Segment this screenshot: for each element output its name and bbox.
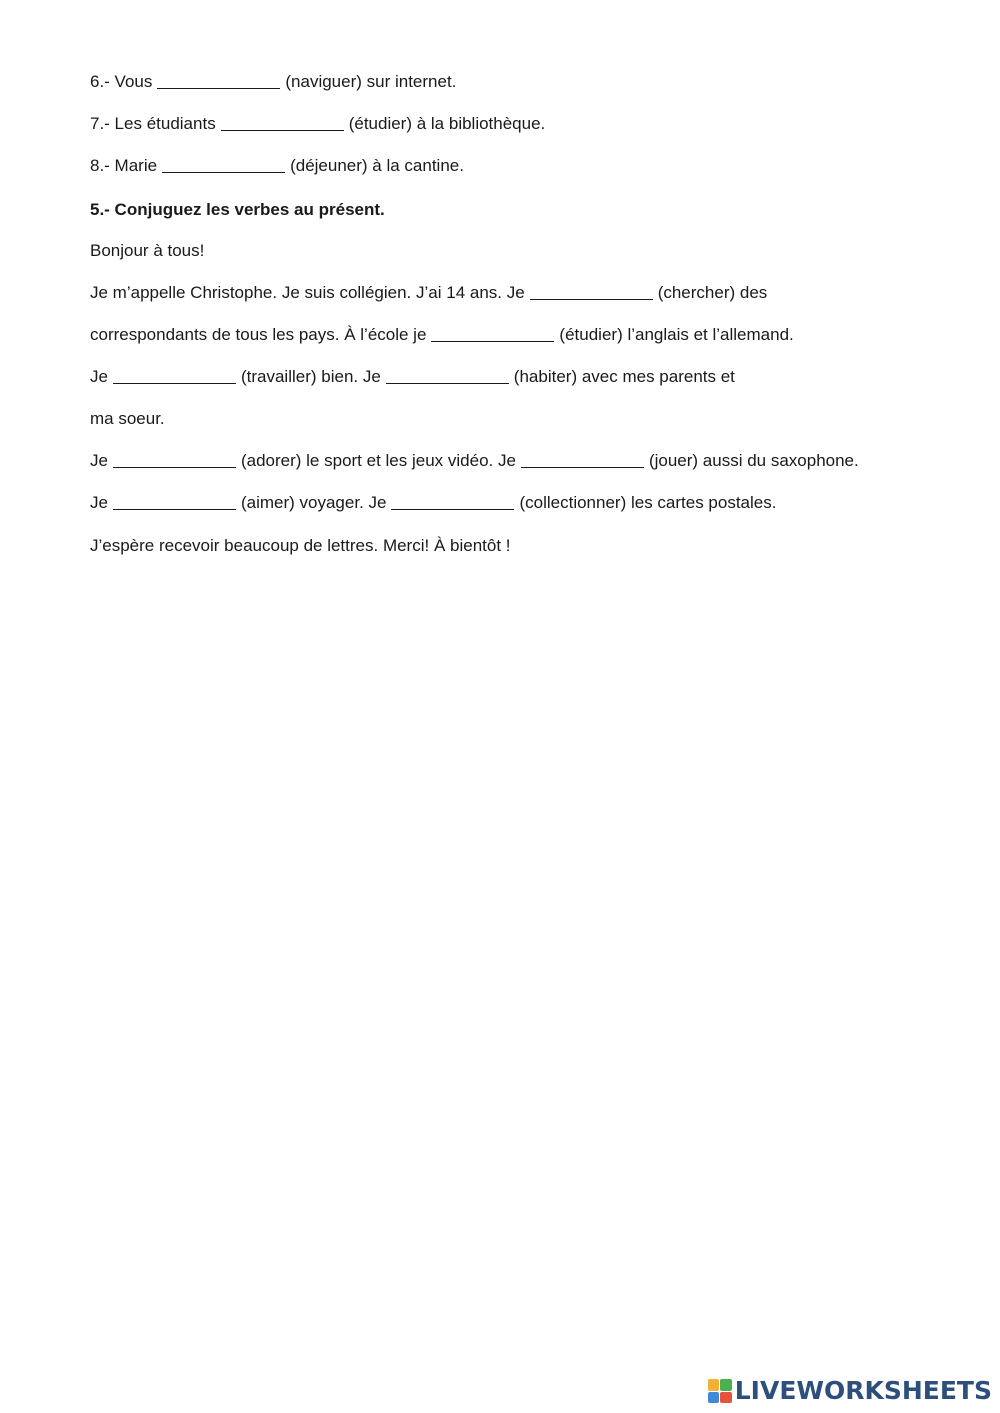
worksheet-line bbox=[90, 114, 545, 134]
line-text: (adorer) le sport et les jeux vidéo. Je bbox=[240, 451, 516, 470]
logo-square-3 bbox=[708, 1392, 720, 1404]
line-text: J’espère recevoir beaucoup de lettres. Merci! À bientôt ! bbox=[90, 536, 511, 555]
answer-blank[interactable] bbox=[530, 283, 653, 300]
worksheet-line bbox=[90, 241, 204, 261]
line-text: (naviguer) sur internet. bbox=[285, 72, 457, 91]
answer-blank[interactable] bbox=[391, 493, 514, 510]
worksheet-line bbox=[90, 409, 165, 429]
line-text: (travailler) bien. Je bbox=[240, 367, 381, 386]
worksheet-line bbox=[90, 367, 735, 387]
line-text: Je m’appelle Christophe. Je suis collégien. J’ai 14 ans. Je bbox=[90, 283, 525, 302]
line-text: Bonjour à tous! bbox=[90, 241, 205, 260]
line-text: (étudier) l’anglais et l’allemand. bbox=[559, 325, 794, 344]
liveworksheets-logo-icon bbox=[708, 1379, 732, 1403]
worksheet-line bbox=[90, 283, 767, 303]
line-text: Je bbox=[90, 493, 108, 512]
worksheet-line bbox=[90, 536, 511, 556]
line-text: (chercher) des bbox=[657, 283, 768, 302]
answer-blank[interactable] bbox=[431, 325, 554, 342]
line-text: (déjeuner) à la cantine. bbox=[290, 156, 464, 175]
answer-blank[interactable] bbox=[162, 156, 285, 173]
answer-blank[interactable] bbox=[113, 367, 236, 384]
line-text: 6.- Vous bbox=[90, 72, 153, 91]
line-text: (jouer) aussi du saxophone. bbox=[648, 451, 859, 470]
answer-blank[interactable] bbox=[386, 367, 509, 384]
answer-blank[interactable] bbox=[157, 72, 280, 89]
line-text: (aimer) voyager. Je bbox=[240, 493, 387, 512]
line-text: correspondants de tous les pays. À l’école je bbox=[90, 325, 427, 344]
logo-square-1 bbox=[708, 1379, 720, 1391]
worksheet-line bbox=[90, 325, 794, 345]
worksheet-line bbox=[90, 72, 456, 92]
answer-blank[interactable] bbox=[221, 114, 344, 131]
answer-blank[interactable] bbox=[113, 451, 236, 468]
worksheet-line bbox=[90, 493, 776, 513]
line-text: Je bbox=[90, 451, 108, 470]
line-text: (habiter) avec mes parents et bbox=[513, 367, 735, 386]
line-text: (étudier) à la bibliothèque. bbox=[348, 114, 546, 133]
answer-blank[interactable] bbox=[521, 451, 644, 468]
logo-square-4 bbox=[720, 1392, 732, 1404]
line-text: ma soeur. bbox=[90, 409, 165, 428]
section-heading bbox=[90, 200, 385, 220]
worksheet-line bbox=[90, 156, 464, 176]
liveworksheets-logo-text: LIVEWORKSHEETS bbox=[734, 1376, 992, 1405]
line-text: Je bbox=[90, 367, 108, 386]
line-text: 5.- Conjuguez les verbes au présent. bbox=[90, 200, 385, 219]
line-text: 8.- Marie bbox=[90, 156, 158, 175]
logo-square-2 bbox=[720, 1379, 732, 1391]
line-text: (collectionner) les cartes postales. bbox=[519, 493, 777, 512]
line-text: 7.- Les étudiants bbox=[90, 114, 216, 133]
liveworksheets-logo bbox=[708, 1377, 992, 1405]
answer-blank[interactable] bbox=[113, 493, 236, 510]
worksheet-line bbox=[90, 451, 859, 471]
